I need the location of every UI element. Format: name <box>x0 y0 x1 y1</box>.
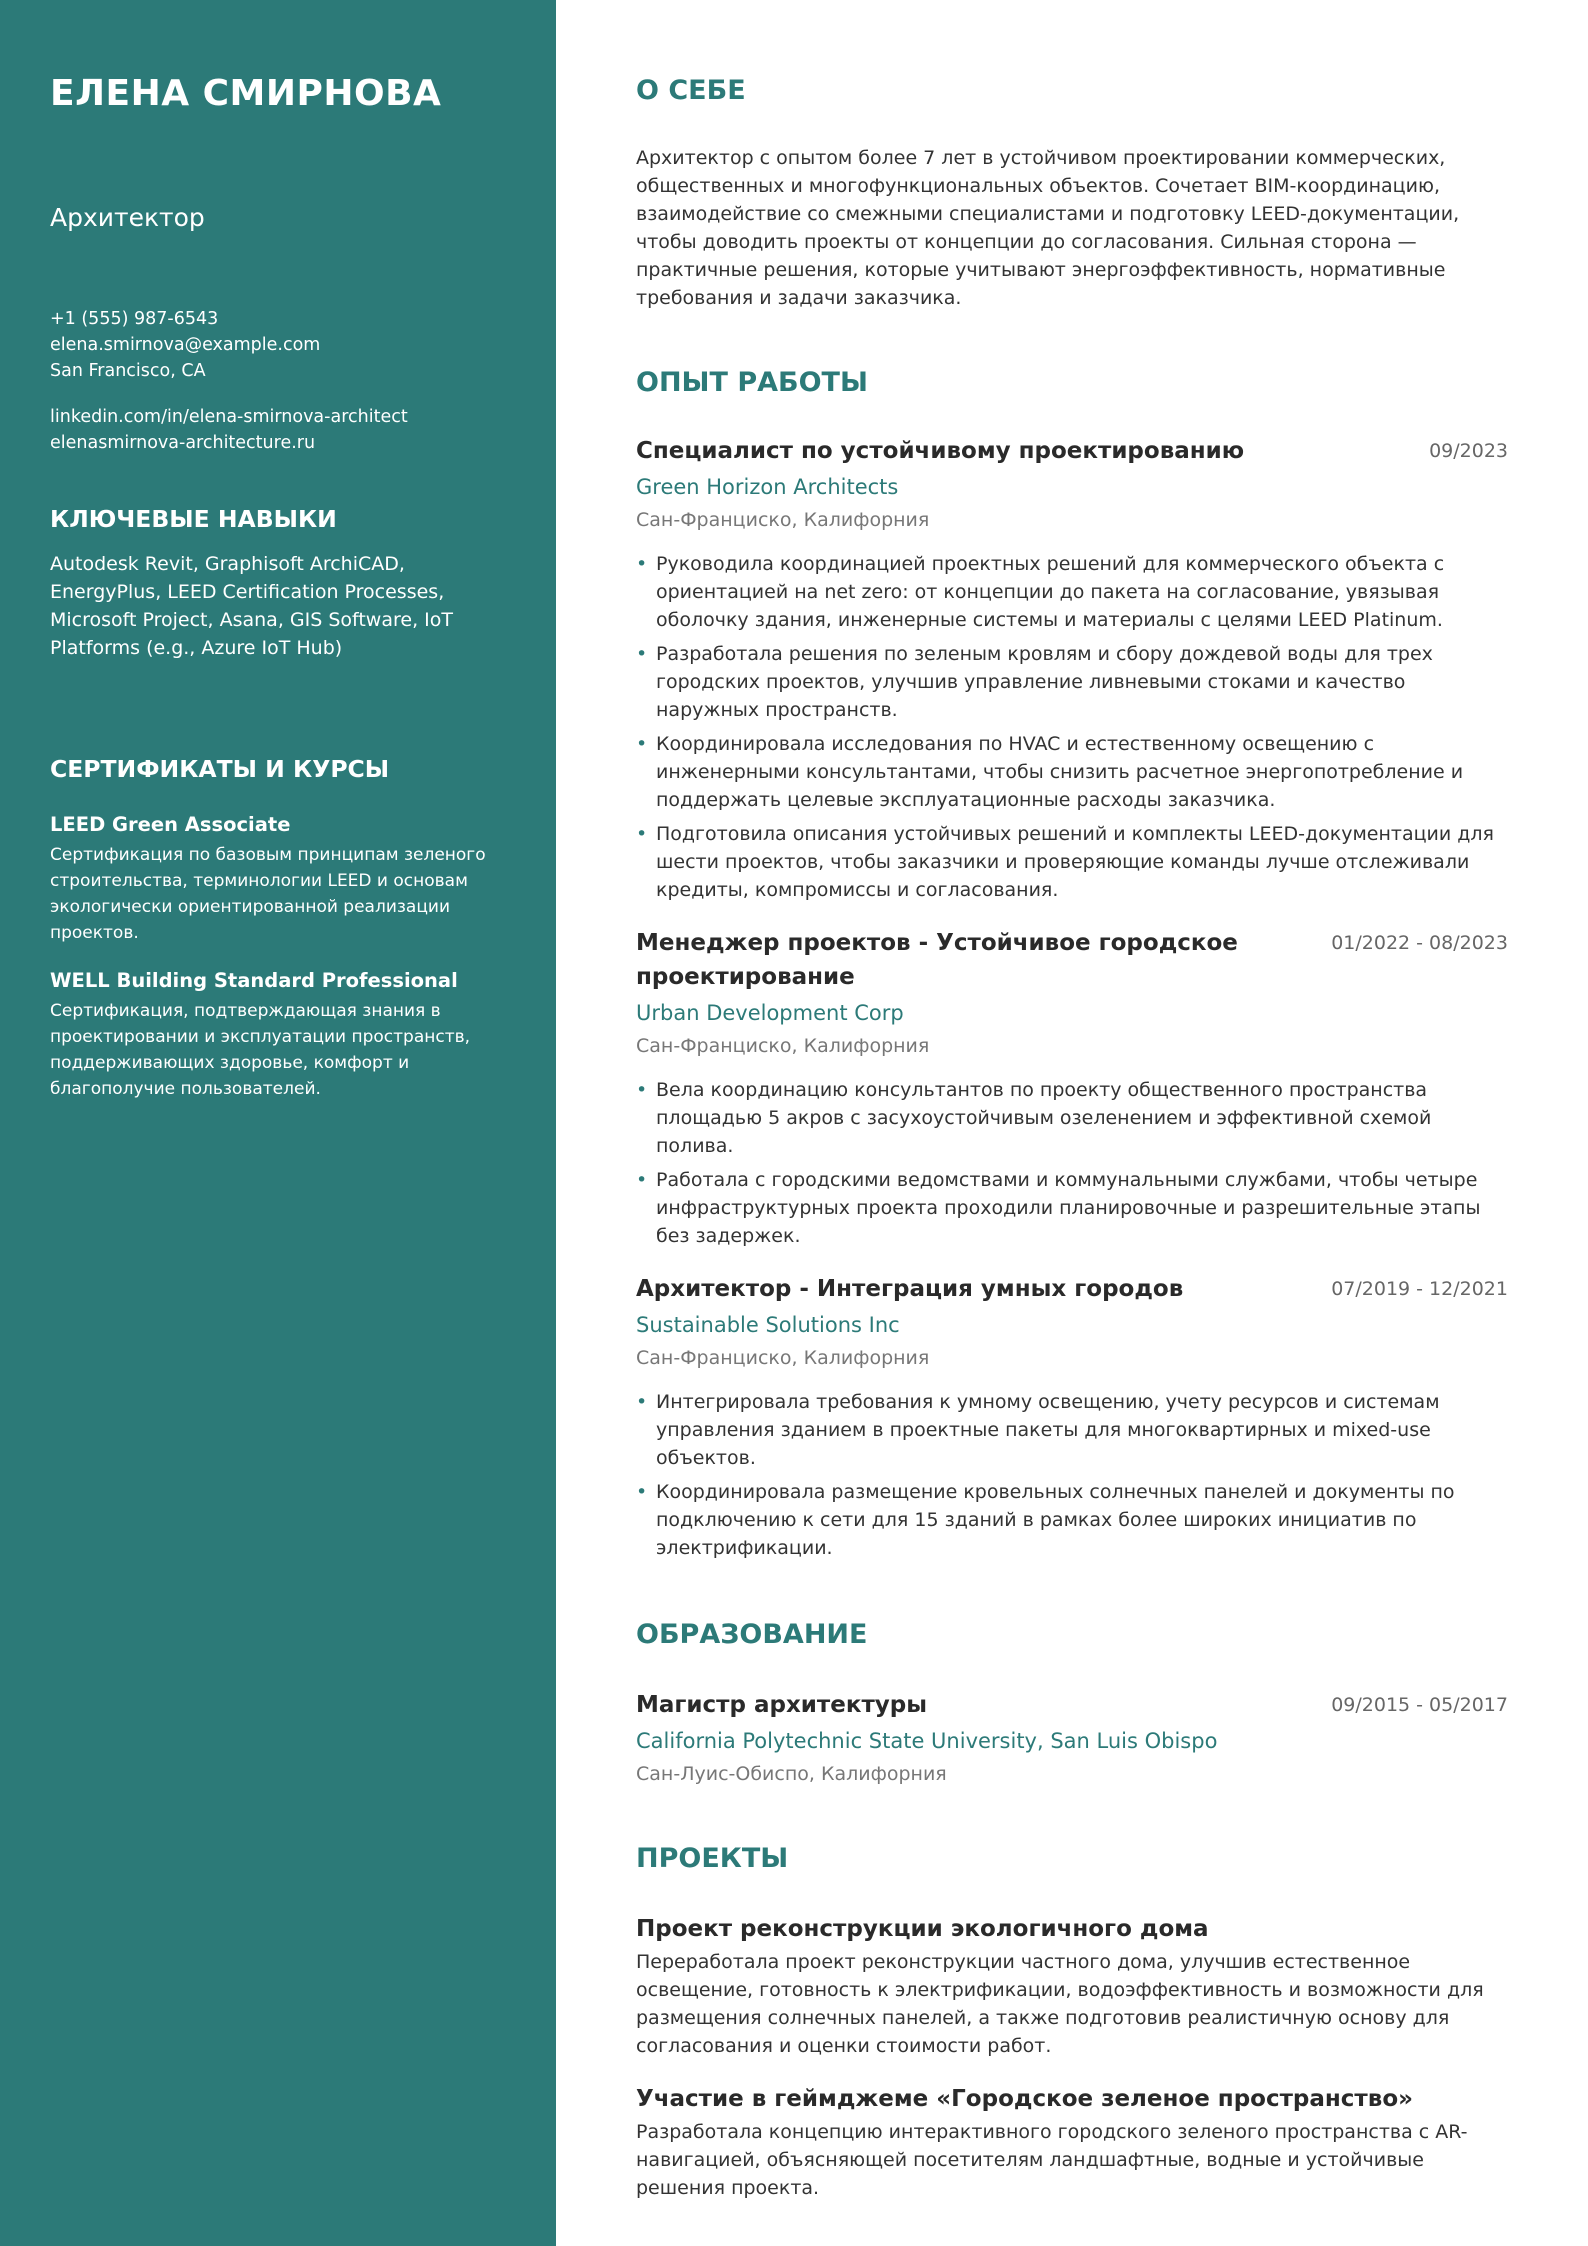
bullet-item: • Работала с городскими ведомствами и коммунальными службами, чтобы четыре инфраструктурных проекта проходили планировочные и разрешительные этапы без задержек. <box>636 1166 1508 1250</box>
email: elena.smirnova@example.com <box>50 335 321 355</box>
degree-title: Магистр архитектуры <box>636 1692 928 1718</box>
bullet-item: • Координировала исследования по HVAC и естественному освещению с инженерными консультантами, чтобы снизить расчетное энергопотребление и поддержать целевые эксплуатационные расходы заказчика. <box>636 730 1508 814</box>
skills-heading: КЛЮЧЕВЫЕ НАВЫКИ <box>50 505 337 533</box>
project-entry <box>636 2082 1508 2202</box>
education-heading: ОБРАЗОВАНИЕ <box>636 1619 868 1650</box>
website-link: elenasmirnova-architecture.ru <box>50 433 316 453</box>
candidate-name: ЕЛЕНА СМИРНОВА <box>50 73 442 114</box>
bullet-item: • Координировала размещение кровельных солнечных панелей и документы по подключению к сети для 15 зданий в рамках более широких инициатив по электрификации. <box>636 1478 1508 1562</box>
job-title: Архитектор - Интеграция умных городов <box>636 1276 1184 1302</box>
candidate-role: Архитектор <box>50 203 205 232</box>
job-bullets <box>636 1076 1508 1250</box>
school-name: California Polytechnic State University, San Luis Obispo <box>636 1729 1218 1753</box>
job-bullets <box>636 550 1508 904</box>
cert-title: LEED Green Associate <box>50 813 291 836</box>
main-content <box>556 0 1588 2246</box>
bullet-item: • Подготовила описания устойчивых решений и комплекты LEED-документации для шести проектов, чтобы заказчики и проверяющие команды лучше отслеживали кредиты, компромиссы и согласования. <box>636 820 1508 904</box>
job-location: Сан-Франциско, Калифорния <box>636 1035 930 1057</box>
project-title: Проект реконструкции экологичного дома <box>636 1916 1209 1942</box>
cert-title: WELL Building Standard Professional <box>50 969 458 992</box>
education-entry <box>636 1688 1508 1790</box>
projects-heading: ПРОЕКТЫ <box>636 1843 789 1874</box>
job-date: 09/2023 <box>1429 440 1508 462</box>
job-company: Urban Development Corp <box>636 1001 904 1025</box>
project-title: Участие в геймджеме «Городское зеленое пространство» <box>636 2086 1413 2112</box>
job-bullets <box>636 1388 1508 1562</box>
linkedin-link: linkedin.com/in/elena-smirnova-architect <box>50 407 408 427</box>
job-date: 01/2022 - 08/2023 <box>1331 932 1508 954</box>
bullet-item: • Разработала решения по зеленым кровлям и сбору дождевой воды для трех городских проектов, улучшив управление ливневыми стоками и качество наружных пространств. <box>636 640 1508 724</box>
cert-desc: Сертификация по базовым принципам зеленого строительства, терминологии LEED и основам экологически ориентированной реализации проектов. <box>50 845 486 943</box>
job-location: Сан-Франциско, Калифорния <box>636 509 930 531</box>
about-heading: О СЕБЕ <box>636 75 746 106</box>
job-company: Sustainable Solutions Inc <box>636 1313 900 1337</box>
bullet-item: • Интегрировала требования к умному освещению, учету ресурсов и системам управления зданием в проектные пакеты для многоквартирных и mixed-use объектов. <box>636 1388 1508 1472</box>
cert-item <box>50 812 506 946</box>
job-title: Менеджер проектов - Устойчивое городское проектирование <box>636 930 1238 990</box>
job-entry <box>636 926 1508 1250</box>
cert-desc: Сертификация, подтверждающая знания в проектировании и эксплуатации пространств, поддерживающих здоровье, комфорт и благополучие пользователей. <box>50 1001 471 1099</box>
experience-heading: ОПЫТ РАБОТЫ <box>636 367 868 398</box>
project-desc: Переработала проект реконструкции частного дома, улучшив естественное освещение, готовность к электрификации, водоэффективность и возможности для размещения солнечных панелей, а также подготовив реалистичную основу для согласования и оценки стоимости работ. <box>636 1951 1484 2057</box>
contact-block <box>50 306 506 456</box>
bullet-item: • Руководила координацией проектных решений для коммерческого объекта с ориентацией на net zero: от концепции до пакета на согласование, увязывая оболочку здания, инженерные системы и материалы с целями LEED Platinum. <box>636 550 1508 634</box>
skills-list: Autodesk Revit, Graphisoft ArchiCAD, EnergyPlus, LEED Certification Processes, Microsoft Project, Asana, GIS Software, IoT Platforms (e.g., Azure IoT Hub) <box>50 553 453 659</box>
school-location: Сан-Луис-Обиспо, Калифорния <box>636 1763 947 1785</box>
project-desc: Разработала концепцию интерактивного городского зеленого пространства с AR-навигацией, объясняющей посетителям ландшафтные, водные и устойчивые решения проекта. <box>636 2121 1468 2199</box>
job-company: Green Horizon Architects <box>636 475 899 499</box>
location: San Francisco, CA <box>50 361 206 381</box>
certs-heading: СЕРТИФИКАТЫ И КУРСЫ <box>50 755 390 783</box>
education-date: 09/2015 - 05/2017 <box>1331 1694 1508 1716</box>
sidebar <box>0 0 556 2246</box>
job-title: Специалист по устойчивому проектированию <box>636 438 1245 464</box>
project-entry <box>636 1912 1508 2060</box>
job-date: 07/2019 - 12/2021 <box>1331 1278 1508 1300</box>
job-entry <box>636 1272 1508 1562</box>
bullet-item: • Вела координацию консультантов по проекту общественного пространства площадью 5 акров с засухоустойчивым озеленением и эффективной схемой полива. <box>636 1076 1508 1160</box>
cert-item <box>50 968 506 1102</box>
job-location: Сан-Франциско, Калифорния <box>636 1347 930 1369</box>
about-text: Архитектор с опытом более 7 лет в устойчивом проектировании коммерческих, общественных и многофункциональных объектов. Сочетает BIM-координацию, взаимодействие со смежными специалистами и подготовку LEED-документации, чтобы доводить проекты от концепции до согласования. Сильная сторона — практичные решения, которые учитывают энергоэффективность, нормативные требования и задачи заказчика. <box>636 147 1460 309</box>
phone: +1 (555) 987-6543 <box>50 309 219 329</box>
job-entry <box>636 434 1508 904</box>
